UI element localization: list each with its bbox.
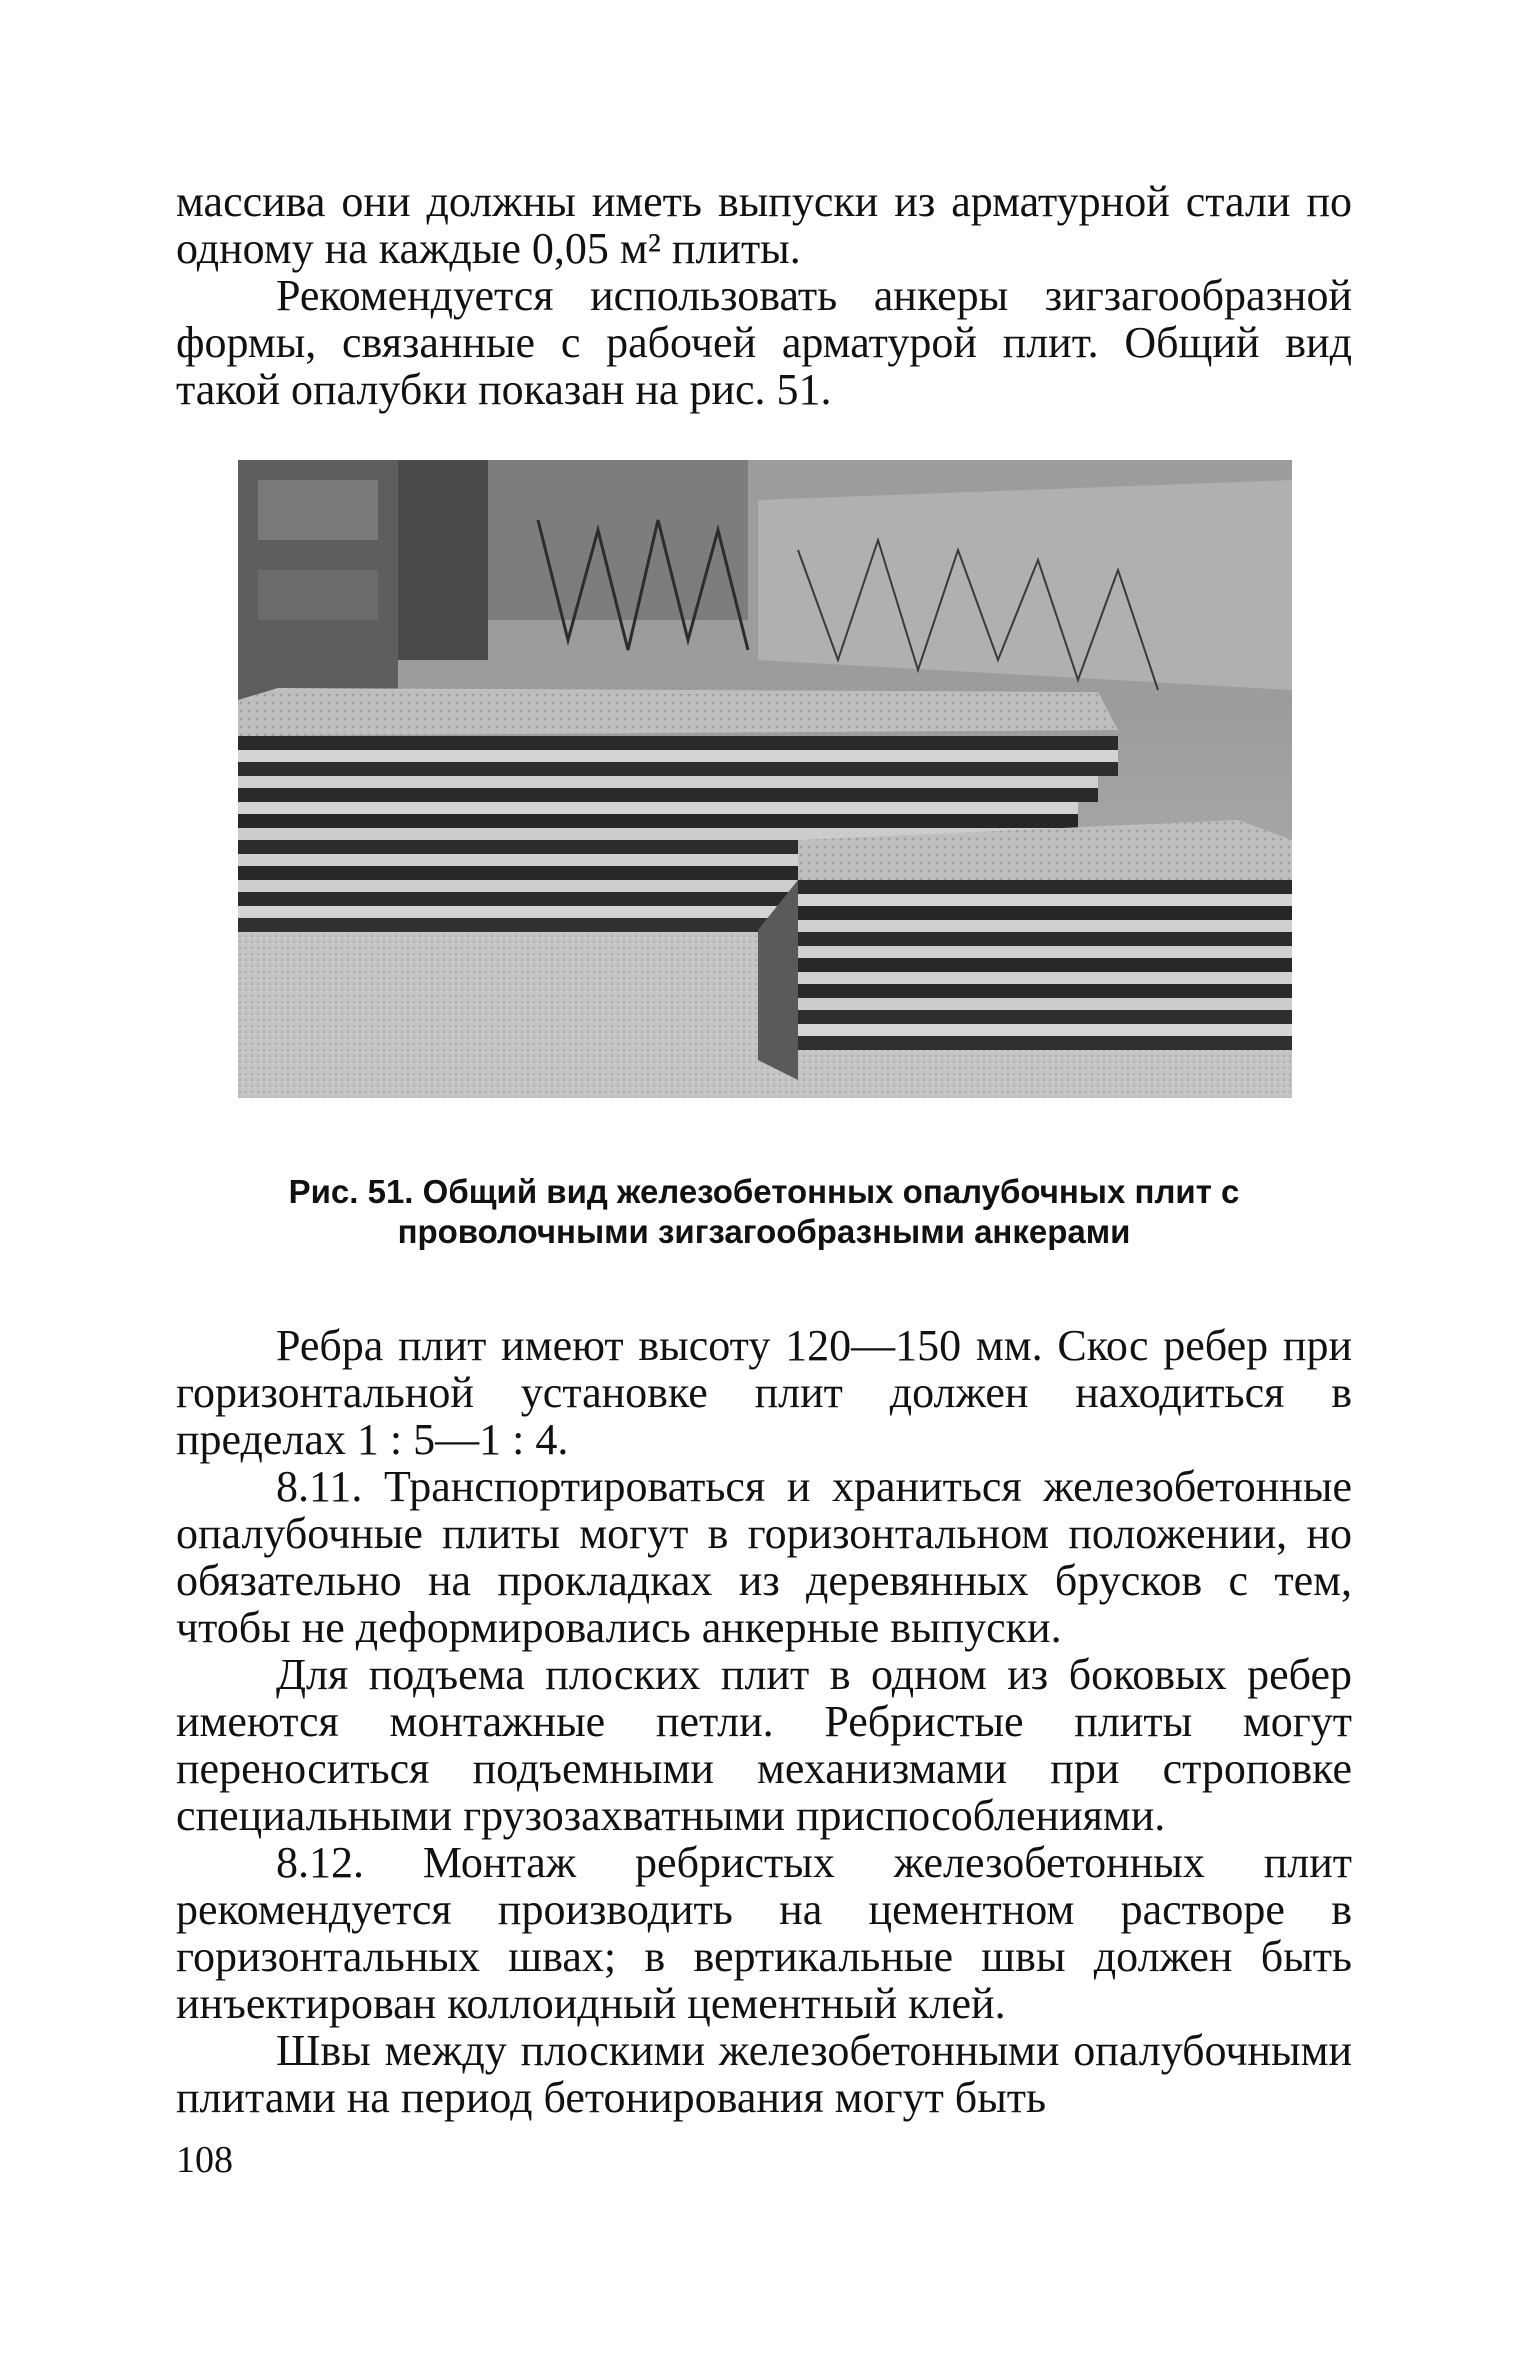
paragraph: Рекомендуется использовать анкеры зигзагообразной формы, связанные с рабочей арматурой плит. Общий вид такой опалубки показан на рис. 51.: [176, 271, 1352, 414]
figure-caption: [176, 1172, 1352, 1252]
figure-label: Рис. 51.: [288, 1173, 414, 1210]
paragraph: Ребра плит имеют высоту 120—150 мм. Скос ребер при горизонтальной установке плит должен находиться в пределах 1 : 5—1 : 4.: [176, 1321, 1352, 1464]
stacked-slabs-photo: [238, 460, 1292, 1098]
top-text-block: [176, 178, 1352, 413]
paragraph: массива они должны иметь выпуски из арматурной стали по одному на каждые 0,05 м² плиты.: [176, 177, 1352, 273]
paragraph: 8.11. Транспортироваться и храниться железобетонные опалубочные плиты могут в горизонтальном положении, но обязательно на прокладках из деревянных брусков с тем, чтобы не деформировались анкерные выпуски.: [176, 1462, 1352, 1652]
paragraph: Для подъема плоских плит в одном из боковых ребер имеются монтажные петли. Ребристые плиты могут переноситься подъемными механизмами при строповке специальными грузозахватными приспособлениями.: [176, 1650, 1352, 1840]
figure-photo: [238, 460, 1292, 1098]
figure-caption-text: Общий вид железобетонных опалубочных плит с проволочными зигзагообразными анкерами: [397, 1173, 1240, 1250]
bottom-text-block: [176, 1322, 1352, 2121]
page-number: 108: [176, 2139, 233, 2181]
paragraph: Швы между плоскими железобетонными опалубочными плитами на период бетонирования могут быть: [176, 2026, 1352, 2122]
paragraph: 8.12. Монтаж ребристых железобетонных плит рекомендуется производить на цементном растворе в горизонтальных швах; в вертикальные швы должен быть инъектирован коллоидный цементный клей.: [176, 1838, 1352, 2028]
